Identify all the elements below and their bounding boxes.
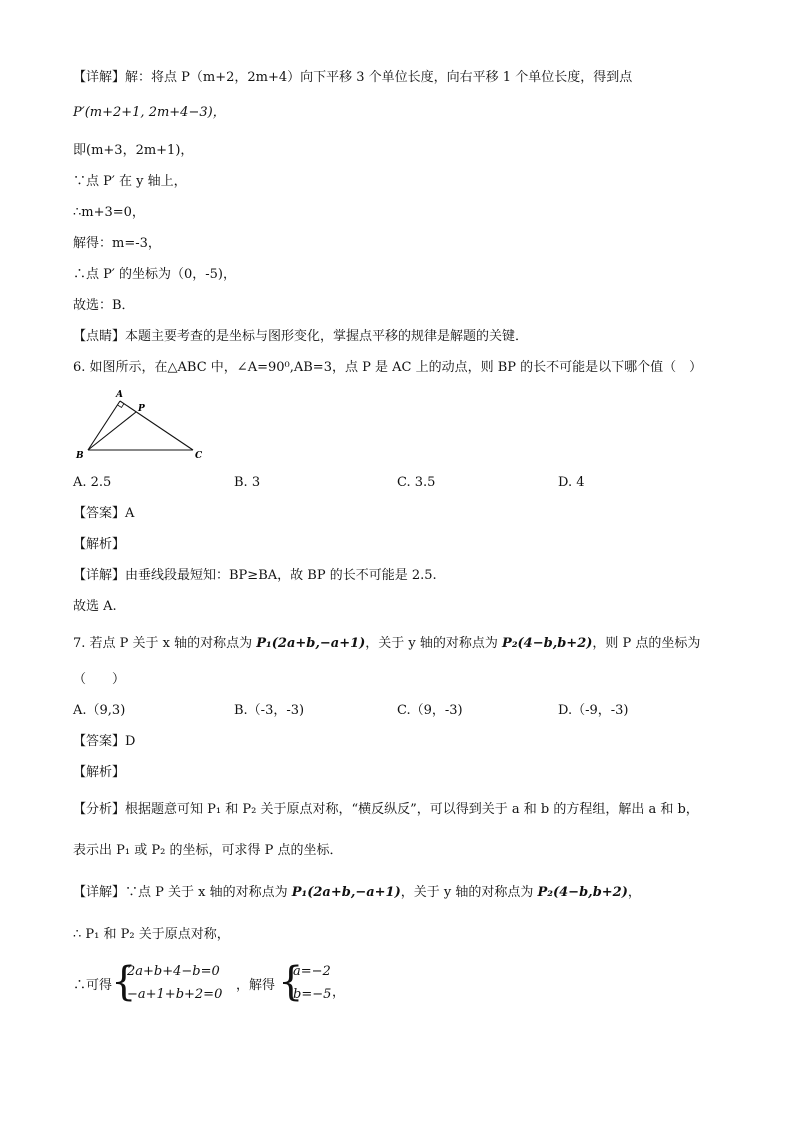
equation-2: −a+1+b+2=0	[127, 987, 223, 1002]
analysis-7-line2: 表示出 P₁ 或 P₂ 的坐标，可求得 P 点的坐标．	[73, 843, 343, 858]
solution-1: a=−2	[293, 964, 331, 979]
detail-6: 【详解】由垂线段最短知：BP≥BA，故 BP 的长不可能是 2.5.	[73, 568, 437, 583]
solution-2: b=−5	[293, 987, 332, 1002]
option-7c: C.（9，-3)	[397, 703, 463, 718]
equation-1: 2a+b+4−b=0	[127, 964, 220, 979]
choice-line: 故选：B．	[73, 298, 135, 313]
analysis-7-heading: 【解析】	[73, 765, 126, 780]
detail-line-1: 【详解】解：将点 P（m+2，2m+4）向下平移 3 个单位长度，向右平移 1 个单位长度，得到点	[73, 70, 633, 85]
option-7b: B.（-3，-3)	[234, 703, 305, 718]
segment-ab	[88, 401, 120, 450]
question-7	[73, 634, 700, 654]
question-7-p2-expr: P₂(4−b,b+2)	[502, 636, 593, 651]
label-a: A	[116, 390, 123, 400]
detail-7-line1	[73, 883, 641, 903]
detail-line-7: ∴点 P′ 的坐标为（0，-5)，	[73, 267, 236, 282]
option-6b: B. 3	[234, 475, 261, 490]
analysis-6-heading: 【解析】	[73, 537, 126, 552]
question-7-p1-expr: P₁(2a+b,−a+1)	[256, 636, 366, 651]
detail-7-p2-expr: P₂(4−b,b+2)	[537, 885, 628, 900]
detail-7-symmetry: ∴ P₁ 和 P₂ 关于原点对称，	[73, 927, 230, 942]
equation-brace-left: {	[111, 959, 137, 1005]
label-b: B	[76, 451, 84, 461]
question-6: 6. 如图所示，在△ABC 中，∠A=90⁰,AB=3，点 P 是 AC 上的动点，则 BP 的长不可能是以下哪个值（ ）	[73, 360, 703, 375]
option-7a: A.（9,3)	[73, 703, 126, 718]
detail-7-part5: ，	[627, 885, 641, 900]
detail-7-jiede: ，解得	[236, 978, 276, 993]
answer-7: 【答案】D	[73, 734, 136, 749]
solution-brace: {	[278, 959, 304, 1005]
detail-line-4: ∵点 P′ 在 y 轴上，	[73, 174, 187, 189]
choice-6: 故选 A.	[73, 599, 117, 614]
detail-line-6: 解得：m=-3，	[73, 236, 161, 251]
detail-line-3: 即(m+3，2m+1)，	[73, 143, 194, 158]
detail-line-5: ∴m+3=0，	[73, 205, 145, 220]
segment-bp	[88, 412, 136, 450]
detail-7-keyi: ∴可得	[73, 978, 113, 993]
question-7-part5: ，则 P 点的坐标为	[592, 636, 701, 651]
detail-7-part1: 【详解】∵点 P 关于 x 轴的对称点为	[73, 885, 292, 900]
question-7-part1: 7. 若点 P 关于 x 轴的对称点为	[73, 636, 257, 651]
comment-line: 【点睛】本题主要考查的是坐标与图形变化，掌握点平移的规律是解题的关键．	[73, 329, 529, 344]
option-6d: D. 4	[558, 475, 585, 490]
detail-line-2: P′(m+2+1, 2m+4−3)，	[73, 105, 226, 120]
option-6a: A. 2.5	[73, 475, 112, 490]
detail-7-part3: ，关于 y 轴的对称点为	[400, 885, 538, 900]
label-c: C	[195, 451, 203, 461]
analysis-7-line1: 【分析】根据题意可知 P₁ 和 P₂ 关于原点对称，“横反纵反”，可以得到关于 a 和 b 的方程组，解出 a 和 b，	[73, 802, 699, 817]
answer-6: 【答案】A	[73, 506, 135, 521]
detail-7-p1-expr: P₁(2a+b,−a+1)	[291, 885, 401, 900]
option-7d: D.（-9，-3)	[558, 703, 629, 718]
segment-ac	[120, 401, 193, 450]
question-7-part3: ，关于 y 轴的对称点为	[365, 636, 503, 651]
option-6c: C. 3.5	[397, 475, 436, 490]
label-p: P	[138, 404, 145, 414]
solution-comma: ，	[332, 985, 346, 1000]
question-7-paren: （ ）	[73, 672, 126, 687]
triangle-figure	[75, 386, 210, 461]
